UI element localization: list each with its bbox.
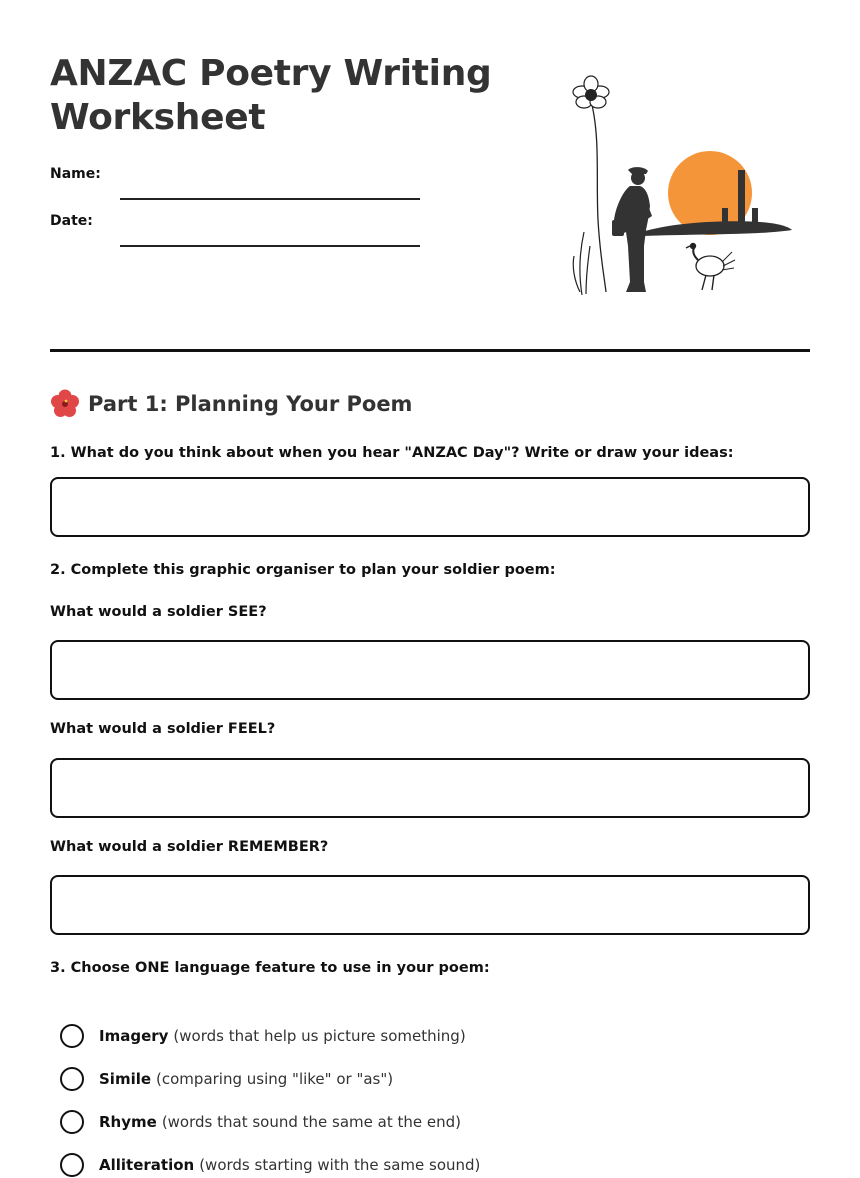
answer-box-feel[interactable] bbox=[50, 758, 810, 818]
option-rhyme[interactable] bbox=[60, 1109, 461, 1135]
option-imagery[interactable] bbox=[60, 1023, 466, 1049]
option-description: (words starting with the same sound) bbox=[199, 1156, 481, 1174]
radio-button[interactable] bbox=[60, 1067, 84, 1091]
part1-title: Part 1: Planning Your Poem bbox=[88, 392, 413, 416]
answer-box-anzac-ideas[interactable] bbox=[50, 477, 810, 537]
option-alliteration[interactable] bbox=[60, 1152, 480, 1178]
name-input[interactable] bbox=[120, 180, 420, 200]
section-divider bbox=[50, 349, 810, 352]
poppy-stem bbox=[592, 105, 606, 292]
date-label: Date: bbox=[50, 213, 93, 229]
soldier-silhouette-icon bbox=[612, 167, 652, 292]
answer-box-see[interactable] bbox=[50, 640, 810, 700]
option-term: Rhyme bbox=[99, 1113, 157, 1131]
radio-button[interactable] bbox=[60, 1153, 84, 1177]
question-1: 1. What do you think about when you hear "ANZAC Day"? Write or draw your ideas: bbox=[50, 445, 734, 461]
option-term: Alliteration bbox=[99, 1156, 195, 1174]
option-description: (comparing using "like" or "as") bbox=[156, 1070, 394, 1088]
worksheet-title: ANZAC Poetry Writing Worksheet bbox=[50, 53, 492, 138]
grass-icon bbox=[573, 232, 590, 295]
anzac-illustration bbox=[560, 70, 810, 305]
name-field-row bbox=[50, 166, 430, 196]
option-description: (words that sound the same at the end) bbox=[161, 1113, 461, 1131]
ground-shape bbox=[642, 221, 792, 236]
part1-heading bbox=[50, 388, 412, 420]
option-term: Simile bbox=[99, 1070, 152, 1088]
prompt-remember: What would a soldier REMEMBER? bbox=[50, 839, 329, 855]
option-term: Imagery bbox=[99, 1027, 169, 1045]
lyrebird-icon bbox=[686, 243, 735, 290]
radio-button[interactable] bbox=[60, 1110, 84, 1134]
prompt-see: What would a soldier SEE? bbox=[50, 604, 267, 620]
date-field-row bbox=[50, 213, 430, 243]
name-label: Name: bbox=[50, 166, 101, 182]
question-3: 3. Choose ONE language feature to use in your poem: bbox=[50, 960, 490, 976]
poppy-icon bbox=[573, 76, 609, 108]
date-input[interactable] bbox=[120, 227, 420, 247]
question-2: 2. Complete this graphic organiser to plan your soldier poem: bbox=[50, 562, 556, 578]
option-description: (words that help us picture something) bbox=[173, 1027, 466, 1045]
option-simile[interactable] bbox=[60, 1066, 393, 1092]
radio-button[interactable] bbox=[60, 1024, 84, 1048]
answer-box-remember[interactable] bbox=[50, 875, 810, 935]
prompt-feel: What would a soldier FEEL? bbox=[50, 721, 276, 737]
hibiscus-icon bbox=[50, 389, 80, 419]
